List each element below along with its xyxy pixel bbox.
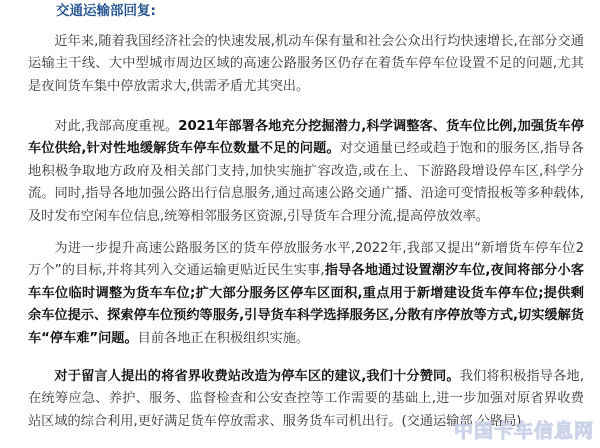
watermark-text: 中国卡车信息网	[454, 420, 595, 442]
watermark-logo	[452, 416, 596, 442]
paragraph-3-emphasis: 指导各地通过设置潮汐车位,夜间将部分小客车车位临时调整为货车车位;扩大部分服务区停车区面积,重点用于新增建设货车停车位;提供剩余车位提示、探索停车位预约等服务,引导货车科学选择服务区,分散有序停放等方式,切实缓解货车“停车难”问题。	[28, 263, 584, 346]
paragraph-2-emphasis: 2021年部署各地充分挖掘潜力,科学调整客、货车位比例,加强货车停车位供给,针对性地缓解货车停车位数量不足的问题。	[28, 119, 584, 157]
reply-heading: 交通运输部回复:	[56, 3, 156, 19]
paragraph-2	[28, 116, 584, 228]
paragraph-1	[28, 31, 584, 98]
paragraph-3-closing: 目前各地正在积极组织实施。	[137, 330, 310, 346]
paragraph-1-text: 近年来,随着我国经济社会的快速发展,机动车保有量和社会公众出行均快速增长,在部分交通运输主干线、大中型城市周边区域的高速公路服务区仍存在着货车停车位设置不足的问题,尤其是夜间货车集中停放需求大,供需矛盾尤其突出。	[28, 34, 584, 94]
paragraph-3-intro: 为进一步提升高速公路服务区的货车停放服务水平,2022年,我部又提出“新增货车停车位2万个”的目标,并将其列入交通运输更贴近民生实事,	[28, 241, 584, 279]
paragraph-2-intro: 对此,我部高度重视。	[54, 119, 179, 134]
paragraph-3	[28, 238, 584, 350]
paragraph-2-body: 对交通量已经或趋于饱和的服务区,指导各地积极争取地方政府及相关部门支持,加快实施扩容改造,或在上、下游路段增设停车区,科学分流。同时,指导各地加强公路出行信息服务,通过高速公路交通广播、沿途可变情报板等多种载体,及时发布空闲车位信息,统筹相邻服务区资源,引导货车合理分流,提高停放效率。	[28, 141, 584, 224]
paragraph-4-emphasis: 对于留言人提出的将省界收费站改造为停车区的建议,我们十分赞同。	[54, 369, 460, 384]
paragraph-4-body: 我们将积极指导各地,在统筹应急、养护、服务、监督检查和公安查控等工作需要的基础上,进一步加强对原省界收费站区域的综合利用,更好满足货车停放需求、服务货车司机出行。(交通运输部 公路局)	[28, 369, 584, 429]
